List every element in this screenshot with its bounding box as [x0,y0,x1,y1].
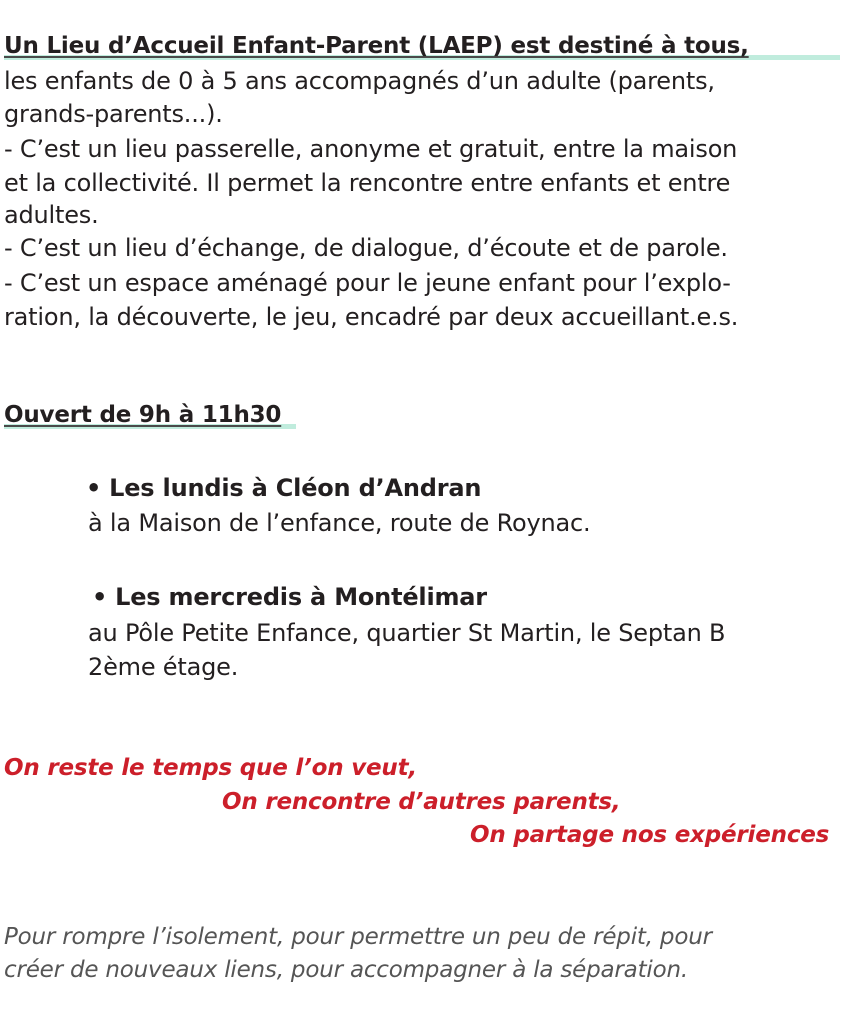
location-1-title [86,473,481,503]
intro-line-6: - C’est un lieu d’échange, de dialogue, d’écoute et de parole. [4,234,728,262]
slogan-1: On reste le temps que l’on veut, [4,755,417,781]
location-2-detail-2: 2ème étage. [88,653,239,681]
closing-line-1: Pour rompre l’isolement, pour permettre un peu de répit, pour [4,924,712,950]
location-2-title-text: Les mercredis à Montélimar [115,583,487,611]
location-2-detail-1: au Pôle Petite Enfance, quartier St Martin, le Septan B [88,619,726,647]
intro-line-3: - C’est un lieu passerelle, anonyme et gratuit, entre la maison [4,135,738,163]
bullet-icon: • [92,583,108,611]
intro-line-5: adultes. [4,201,99,229]
intro-heading: Un Lieu d’Accueil Enfant-Parent (LAEP) est destiné à tous, [4,33,749,59]
location-1-title-text: Les lundis à Cléon d’Andran [109,474,482,502]
slogan-2: On rencontre d’autres parents, [222,789,621,815]
slogan-3: On partage nos expériences [470,822,830,848]
intro-line-1: les enfants de 0 à 5 ans accompagnés d’un adulte (parents, [4,67,715,95]
intro-line-2: grands-parents...). [4,100,223,128]
intro-line-8: ration, la découverte, le jeu, encadré par deux accueillant.e.s. [4,303,739,331]
intro-line-4: et la collectivité. Il permet la rencontre entre enfants et entre [4,169,731,197]
hours-heading: Ouvert de 9h à 11h30 [4,402,282,428]
intro-line-7: - C’est un espace aménagé pour le jeune enfant pour l’explo- [4,269,731,297]
closing-line-2: créer de nouveaux liens, pour accompagner à la séparation. [4,957,688,983]
location-1-detail: à la Maison de l’enfance, route de Roynac. [88,509,591,537]
location-2-title [92,582,487,612]
bullet-icon: • [86,474,102,502]
